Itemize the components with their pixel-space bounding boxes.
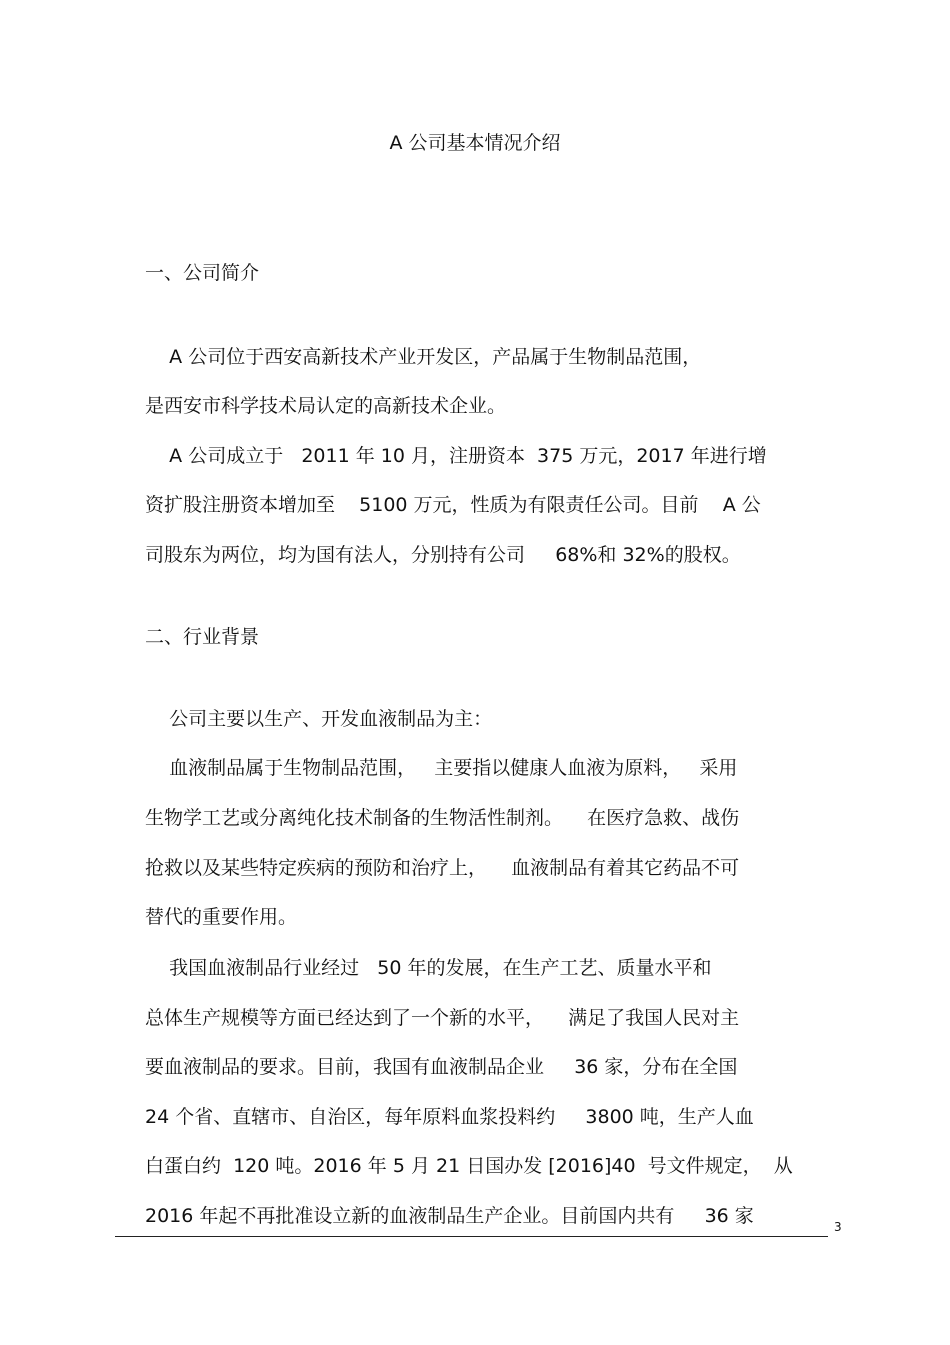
page-title: A 公司基本情况介绍 [389, 132, 561, 154]
paragraph-line: 白蛋白约 120 吨。2016 年 5 月 21 日国办发 [2016]40 号文件规定， 从 [145, 1155, 793, 1177]
section-heading-company-profile: 一、公司简介 [145, 262, 260, 284]
paragraph-line: A 公司成立于 2011 年 10 月，注册资本 375 万元，2017 年进行增 [145, 445, 767, 467]
section-heading-industry-background: 二、行业背景 [145, 626, 260, 648]
page-number: 3 [834, 1220, 842, 1234]
paragraph-line: 总体生产规模等方面已经达到了一个新的水平， 满足了我国人民对主 [145, 1007, 740, 1029]
paragraph-line: A 公司位于西安高新技术产业开发区，产品属于生物制品范围， [145, 346, 702, 368]
paragraph-line: 公司主要以生产、开发血液制品为主： [145, 708, 493, 730]
paragraph-line: 生物学工艺或分离纯化技术制备的生物活性制剂。 在医疗急救、战伤 [145, 807, 740, 829]
paragraph-line: 替代的重要作用。 [145, 906, 298, 928]
paragraph-line: 我国血液制品行业经过 50 年的发展，在生产工艺、质量水平和 [145, 957, 712, 979]
paragraph-line: 血液制品属于生物制品范围， 主要指以健康人血液为原料， 采用 [145, 757, 738, 779]
paragraph-line: 24 个省、直辖市、自治区，每年原料血浆投料约 3800 吨，生产人血 [145, 1106, 754, 1128]
paragraph-line: 抢救以及某些特定疾病的预防和治疗上， 血液制品有着其它药品不可 [145, 857, 740, 879]
paragraph-line: 是西安市科学技术局认定的高新技术企业。 [145, 395, 507, 417]
paragraph-line: 2016 年起不再批准设立新的血液制品生产企业。目前国内共有 36 家 [145, 1205, 754, 1227]
paragraph-line: 资扩股注册资本增加至 5100 万元，性质为有限责任公司。目前 A 公 [145, 494, 761, 516]
footer-rule [115, 1236, 828, 1237]
paragraph-line: 司股东为两位，均为国有法人，分别持有公司 68%和 32%的股权。 [145, 544, 741, 566]
paragraph-line: 要血液制品的要求。目前，我国有血液制品企业 36 家，分布在全国 [145, 1056, 738, 1078]
